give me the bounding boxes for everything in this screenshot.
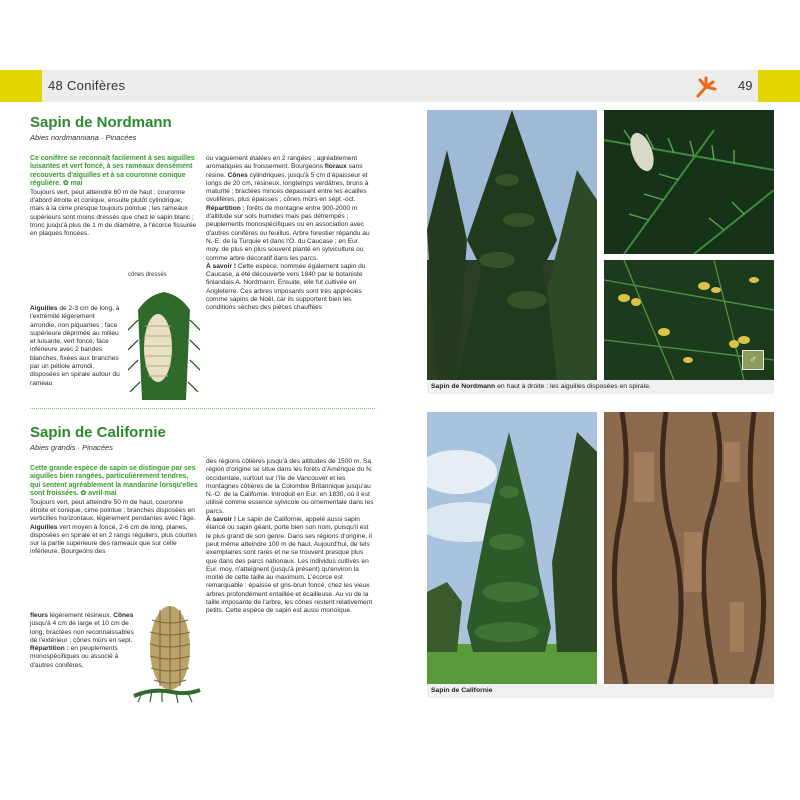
californie-lead: Cette grande espèce de sapin se distingue par ses aiguilles bien rangées, particulièrement tendres, qui sentent agréablement la mandarine lorsqu'elles sont froissées. ✿ avril-mai <box>30 465 198 498</box>
aiguilles-label: Aiguilles <box>30 305 58 312</box>
cone-label: cônes dressés <box>128 272 167 278</box>
running-head-left <box>48 78 125 93</box>
nordmann-col1-needles <box>30 305 120 388</box>
nordmann-col2 <box>206 155 374 313</box>
californie-tree-photo <box>427 412 597 684</box>
section-title: Conifères <box>66 78 126 93</box>
leaf-icon <box>694 76 718 98</box>
cones-label: Cônes <box>227 171 248 179</box>
species-subtitle-californie: Abies grandis · Pinacées <box>30 443 113 452</box>
repartition-label: Répartition : <box>30 645 69 653</box>
page-tab-left <box>0 70 42 102</box>
nordmann-needles-text: de 2-3 cm de long, à l'extrémité légèrement arrondie, non piquantes ; face supérieure déprimée au milieu et luisante, vert foncé, face inférieure avec 2 bandes blanches, fixées aux branches par un pétiole arrondi, disposées en spirale autour du rameau <box>30 305 120 387</box>
caption-nordmann-rest: en haut à droite : les aiguilles disposées en spirale. <box>497 383 651 390</box>
species-title-nordmann: Sapin de Nordmann <box>30 114 172 131</box>
page-number-left: 48 <box>48 78 64 93</box>
nordmann-col2-c: cylindriques, jusqu'à 5 cm d'épaisseur et longs de 20 cm, résineux, longtemps verdâtres, bruns à maturité ; bractées minces dépassant entre les écailles ovulifères, plus épaisses ; cônes mûrs en sept.-oct. <box>206 171 369 204</box>
floraux-label: floraux <box>324 163 347 171</box>
californie-col2-a: des régions côtières jusqu'à des altitudes de 1500 m. Sa région d'origine se situe dans les forêts d'Amérique du N. occidentale, surtout sur l'île de Vancouver et les montagnes côtières de la Colombie Britannique jusqu'au N.-O. de la Californie. Introduit en Eur. en 1830, où il est utilisé comme essence sylvicole ou ornementale dans les parcs. <box>206 458 374 515</box>
californie-col1-c: légèrement résineux. <box>49 612 112 619</box>
californie-cone-illustration <box>132 600 202 706</box>
nordmann-col2-e: Cette espèce, nommée également sapin du Caucase, a été découverte vers 1840 par le botaniste finlandais A. Nordmann. Ensuite, elle fut cultivée en Angleterre. Ces arbres imposants sont très appréciés comme sapins de Noël, car ils supportent bien les conditions sèches des pièces chauffées <box>206 262 366 312</box>
californie-bark-photo <box>604 412 774 684</box>
nordmann-col1 <box>30 155 198 238</box>
caption-nordmann-bold: Sapin de Nordmann <box>431 383 496 390</box>
species-title-californie: Sapin de Californie <box>30 424 166 441</box>
californie-needles: vert moyen à foncé, 2-6 cm de long, planes, disposées en spirale et en 2 rangs réguliers, plus courtes sur la partie supérieure des rameaux que sur celle inférieure. Bourgeons des <box>30 523 197 556</box>
nordmann-needles-photo <box>604 110 774 254</box>
fleurs-label: fleurs <box>30 612 48 619</box>
male-flower-icon: ♂ <box>742 350 764 370</box>
nordmann-col2-a: ou vaguement étalées en 2 rangées ; agréablement aromatiques au froissement. Bourgeons <box>206 155 358 171</box>
nordmann-tree-photo <box>427 110 597 380</box>
californie-desc: Toujours vert, peut atteindre 50 m de haut, couronne étroite et conique, cime pointue ; branches disposées en verticilles horizontaux, légèrement pendantes avec l'âge. <box>30 498 196 523</box>
section-divider <box>30 408 375 409</box>
page-number-right: 49 <box>738 78 753 93</box>
caption-californie-bold: Sapin de Californie <box>431 687 493 694</box>
species-subtitle-nordmann: Abies nordmanniana · Pinacées <box>30 133 137 142</box>
californie-col1-e: en peuplements monospécifiques ou associé à d'autres conifères, <box>30 645 119 669</box>
repartition-label: Répartition : <box>206 204 245 212</box>
caption-californie <box>431 687 493 694</box>
nordmann-lead: Ce conifère se reconnaît facilement à ses aiguilles luisantes et vert foncé, à ses rameaux densément recouverts d'aiguilles et à sa couronne conique régulière. ✿ mai <box>30 155 195 188</box>
nordmann-cone-illustration <box>128 290 200 402</box>
a-savoir-label: À savoir ! <box>206 262 237 270</box>
cones-label: Cônes <box>113 612 134 619</box>
page-tab-right <box>758 70 800 102</box>
aiguilles-label: Aiguilles <box>30 523 58 531</box>
caption-nordmann <box>431 383 651 390</box>
californie-col1-d: jusqu'à 4 cm de large et 10 cm de long, bractées non reconnaissables de l'extérieur ; cônes mûrs en sept. <box>30 620 134 644</box>
nordmann-col2-d: forêts de montagne entre 900-2000 m d'altitude sur sols humides mais pas détrempés ; peuplements monospécifiques ou en association avec d'autres conifères ou feuillus. Arbre forestier répandu au N.-E. de la Turquie et dans l'O. du Caucase ; en Eur. moy. de plus en plus souvent planté en sylviculture ou comme arbre décoratif dans les parcs. <box>206 204 370 262</box>
nordmann-desc: Toujours vert, peut atteindre 60 m de haut ; couronne d'abord étroite et conique, ensuite plutôt cylindrique, mais à la cime presque toujours pointue ; les rameaux supérieurs sont moins dressés que chez le sapin blanc ; tronc jusqu'à plus de 1 m de diamètre, à l'écorce fissurée en plaques foncées. <box>30 188 197 238</box>
californie-col2-b: Le sapin de Californie, appelé aussi sapin élancé ou sapin géant, porte bien son nom, puisqu'il est le plus grand de son genre. Dans ses régions d'origine, il peut même atteindre 100 m de haut. Aujourd'hui, de tels exemplaires sont rares et ne se trouvent presque plus que dans des parcs nationaux. Les individus cultivés en Eur. moy. n'atteignent (jusqu'à présent) qu'environ la moitié de cette taille au maximum. L'écorce est remarquable : épaisse et gris-brun foncé, chez les vieux arbres profondément entaillée et écailleuse. Au vu de la taille imposante de l'arbre, les cônes restent relativement petits. Cette espèce de sapin est aussi monoïque. <box>206 516 373 615</box>
nordmann-col2-b: sans résine. <box>206 163 363 179</box>
californie-col1 <box>30 465 198 557</box>
californie-col2 <box>206 458 374 616</box>
a-savoir-label: À savoir ! <box>206 516 237 524</box>
californie-col1-lower <box>30 612 142 670</box>
